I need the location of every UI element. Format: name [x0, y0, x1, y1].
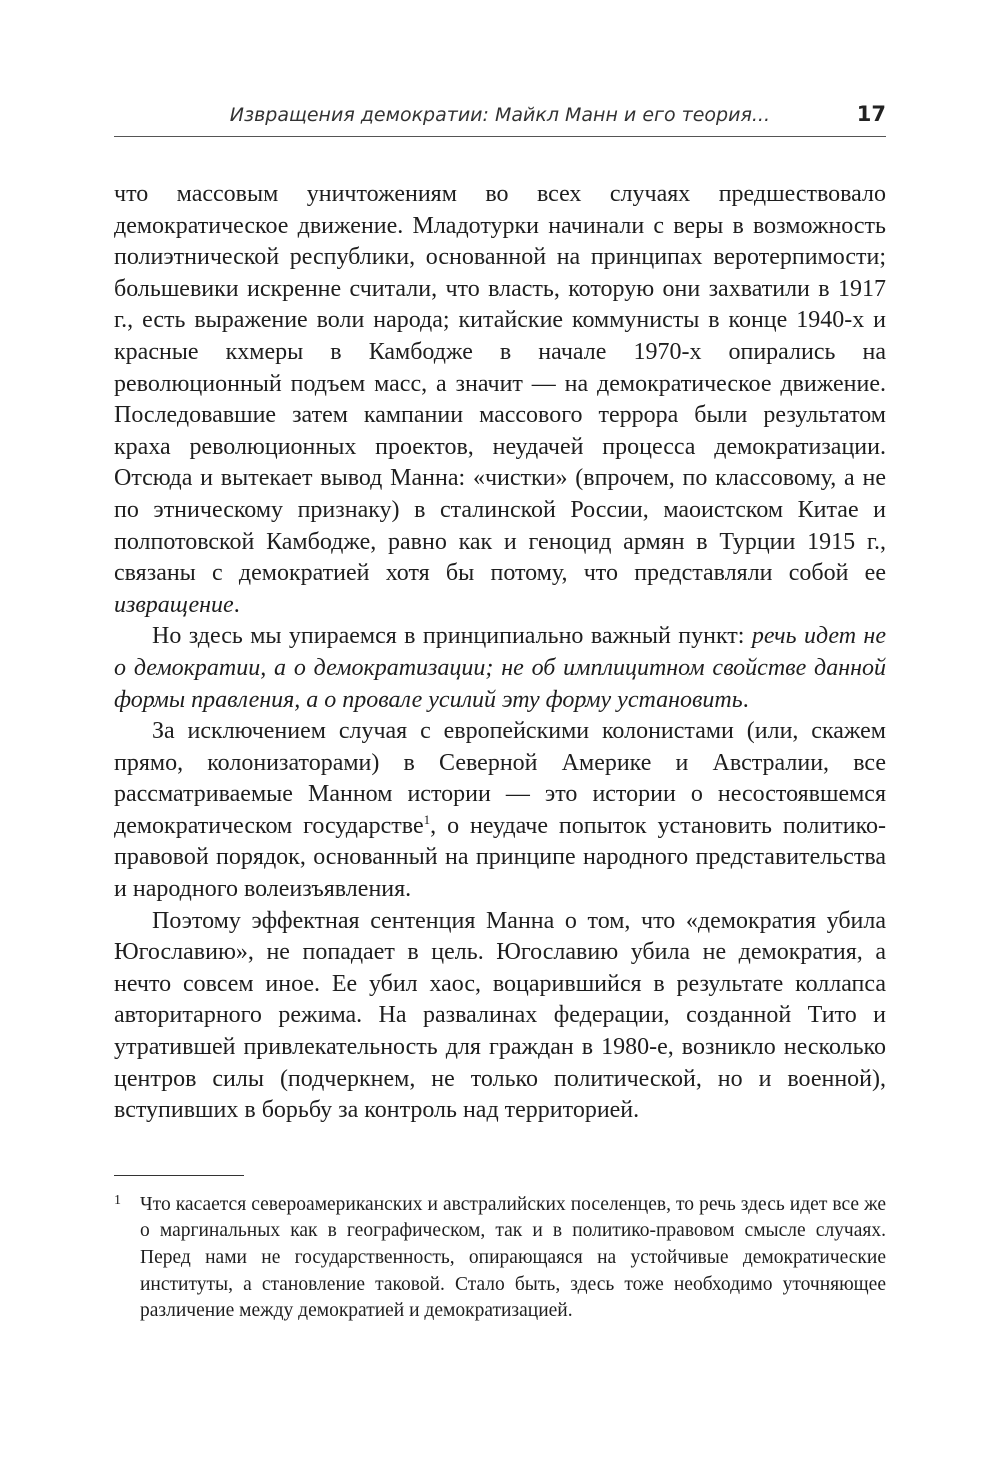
paragraph-4: Поэтому эффектная сентенция Манна о том, что «демократия убила Югославию», не попадает в цель. Югославию убила не демократия, а нечто совсем иное. Ее убил хаос, воцарившийся в результате коллапса авторитарного режима. На развалинах федерации, созданной Тито и утратившей привлекательность для граждан в 1980-е, возникло несколько центров силы (подчеркнем, не только политической, но и военной), вступивших в борьбу за контроль над территорией.	[114, 907, 886, 1124]
paragraph-1	[114, 179, 886, 621]
footnote-mark: 1	[114, 1192, 121, 1208]
paragraph-2-text: Но здесь мы упираемся в принципиально важный пункт:	[152, 623, 752, 650]
paragraph-2-end: .	[742, 686, 749, 713]
paragraph-2	[114, 621, 886, 716]
footnote	[114, 1192, 886, 1325]
paragraph-2-emphasis: речь идет не о демократии, а о демократизации; не об имплицитном свойстве данной формы правления, а о провале усилий эту форму установить	[114, 623, 886, 713]
main-text	[114, 179, 886, 1127]
footnote-reference[interactable]: 1	[423, 811, 431, 827]
paragraph-1-text: что массовым уничтожениям во всех случаях предшествовало демократическое движение. Младотурки начинали с веры в возможность полиэтнической республики, основанной на принципах веротерпимости; большевики искренне считали, что власть, которую они захватили в 1917 г., есть выражение воли народа; китайские коммунисты в конце 1940-х и красные кхмеры в Камбодже в начале 1970-х опирались на революционный подъем масс, а значит — на демократическое движение. Последовавшие затем кампании массового террора были результатом краха революционных проектов, неудачей процесса демократизации. Отсюда и вытекает вывод Манна: «чистки» (впрочем, по классовому, а не по этническому признаку) в сталинской России, маоистском Китае и полпотовской Камбодже, равно как и геноцид армян в Турции 1915 г., связаны с демократией хотя бы потому, что представляли собой ее	[114, 181, 886, 587]
paragraph-3-end: , о неудаче попыток установить политико-правовой порядок, основанный на принципе народного представительства и народного волеизъявления.	[114, 812, 887, 903]
running-title: Извращения демократии: Майкл Манн и его теория...	[229, 104, 770, 126]
paragraph-1-emphasis: извращение	[114, 591, 234, 618]
book-page	[114, 96, 886, 1325]
paragraph-1-end: .	[233, 591, 240, 618]
running-header	[114, 96, 886, 137]
footnote-text: Что касается североамериканских и австралийских поселенцев, то речь здесь идет все же о маргинальных как в географическом, так и в политико-правовом смысле случаях. Перед нами не государственность, опирающаяся на устойчивые демократические институты, а становление таковой. Стало быть, здесь тоже необходимо уточняющее различение между демократией и демократизацией.	[140, 1193, 886, 1322]
paragraph-3	[114, 716, 886, 906]
paragraph-3-text: За исключением случая с европейскими колонистами (или, скажем прямо, колонизаторами) в Северной Америке и Австралии, все рассматриваемые Манном истории — это истории о несостоявшемся демократическом государстве	[114, 718, 886, 839]
page-number: 17	[856, 102, 886, 126]
footnote-divider	[114, 1175, 244, 1176]
